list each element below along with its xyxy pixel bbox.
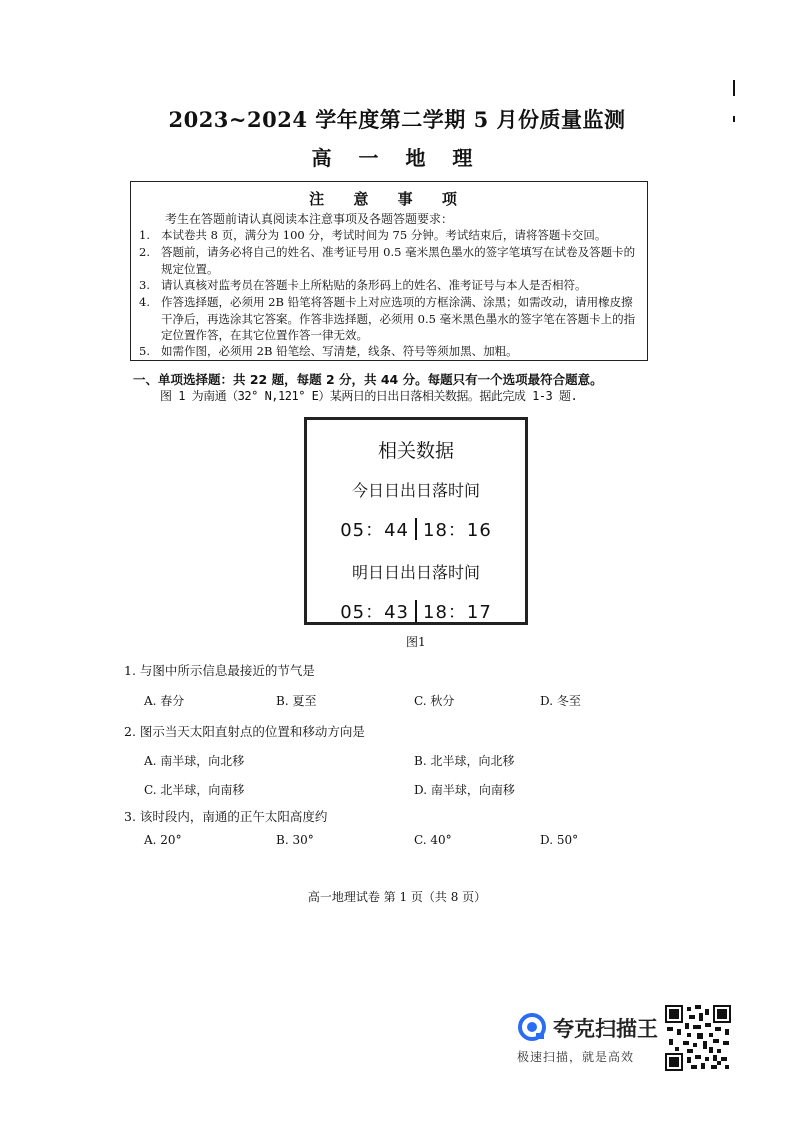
page-footer: 高一地理试卷 第 1 页（共 8 页） [307, 890, 487, 904]
question-stem: 1. 与图中所示信息最接近的节气是 [124, 663, 315, 678]
scanner-slogan: 极速扫描，就是高效 [517, 1050, 635, 1064]
question-stem: 2. 图示当天太阳直射点的位置和移动方向是 [124, 724, 365, 739]
notice-item-number: 1. [139, 228, 150, 242]
scan-edge-mark [733, 116, 735, 122]
tomorrow-label: 明日日出日落时间 [351, 563, 480, 582]
question-stem: 3. 该时段内，南通的正午太阳高度约 [124, 809, 328, 824]
today-times [307, 516, 525, 542]
question-option: A. 春分 [144, 694, 185, 708]
tomorrow-sunrise: 05：43 [340, 602, 409, 623]
figure-caption: 图1 [406, 635, 426, 649]
notice-box [130, 181, 648, 361]
notice-item-text: 请认真核对监考员在答题卡上所粘贴的条形码上的姓名、准考证号与本人是否相符。 [161, 278, 587, 292]
notice-item [139, 244, 644, 276]
question-option: B. 北半球，向北移 [414, 754, 515, 768]
question-option: C. 北半球，向南移 [144, 783, 245, 797]
section-heading: 一、单项选择题：共 22 题，每题 2 分，共 44 分。每题只有一个选项最符合题意。 [133, 372, 603, 387]
time-separator [415, 518, 417, 540]
notice-item-number: 5. [139, 344, 150, 358]
notice-title: 注 意 事 项 [309, 190, 469, 208]
question-intro: 图 1 为南通（32° N,121° E）某两日的日出日落相关数据。据此完成 1-3 题. [160, 389, 578, 403]
notice-item [139, 227, 644, 244]
notice-intro: 考生在答题前请认真阅读本注意事项及各题答题要求： [165, 212, 454, 226]
notice-item-number: 4. [139, 295, 150, 309]
question-option: D. 50° [540, 833, 579, 847]
notice-item [139, 343, 644, 360]
page-title: 2023~2024 学年度第二学期 5 月份质量监测 [168, 107, 626, 132]
question-option: B. 夏至 [276, 694, 317, 708]
notice-item-number: 2. [139, 245, 150, 259]
question-option: D. 冬至 [540, 694, 581, 708]
notice-item-text: 答题前，请务必将自己的姓名、准考证号用 0.5 毫米黑色墨水的签字笔填写在试卷及答题卡的规定位置。 [161, 245, 636, 276]
figure-data-box [304, 417, 528, 625]
question-option: A. 20° [144, 833, 182, 847]
notice-item-text: 如需作图，必须用 2B 铅笔绘、写清楚，线条、符号等须加黑、加粗。 [161, 344, 518, 358]
scanner-brand: 夸克扫描王 [553, 1017, 658, 1041]
notice-item [139, 294, 644, 342]
notice-item-number: 3. [139, 278, 150, 292]
quark-logo-icon [518, 1013, 546, 1041]
question-option: C. 秋分 [414, 694, 455, 708]
qr-code-icon [665, 1005, 731, 1071]
scan-edge-mark [733, 80, 735, 96]
tomorrow-times [307, 598, 525, 624]
notice-item [139, 277, 644, 294]
question-option: D. 南半球，向南移 [414, 783, 515, 797]
question-option: B. 30° [276, 833, 314, 847]
time-separator [415, 600, 417, 622]
question-option: A. 南半球，向北移 [144, 754, 245, 768]
figure-title: 相关数据 [377, 440, 454, 462]
today-sunset: 18：16 [423, 520, 492, 541]
notice-item-text: 作答选择题，必须用 2B 铅笔将答题卡上对应选项的方框涂满、涂黑；如需改动，请用橡皮擦干净后，再选涂其它答案。作答非选择题，必须用 0.5 毫米黑色墨水的签字笔在答题卡上的指定位置作答，在其它位置作答一律无效。 [161, 295, 636, 342]
today-label: 今日日出日落时间 [351, 481, 480, 500]
notice-item-text: 本试卷共 8 页，满分为 100 分，考试时间为 75 分钟。考试结束后，请将答题卡交回。 [161, 228, 607, 242]
subject-title: 高 一 地 理 [311, 146, 483, 170]
tomorrow-sunset: 18：17 [423, 602, 492, 623]
today-sunrise: 05：44 [340, 520, 409, 541]
question-option: C. 40° [414, 833, 452, 847]
